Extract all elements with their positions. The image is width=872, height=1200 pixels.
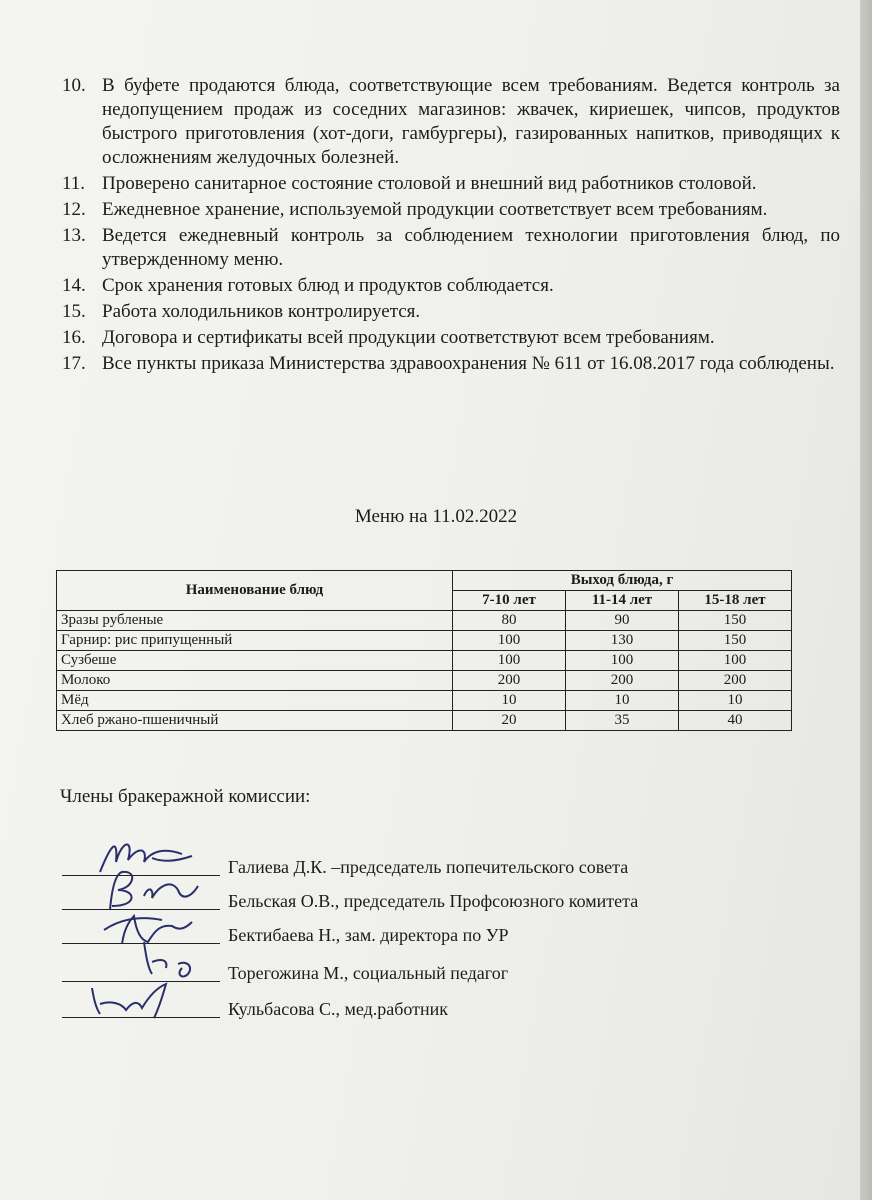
dish-name-cell: Сузбеше [57, 651, 453, 671]
table-row [57, 691, 792, 711]
signature-line [62, 1017, 220, 1018]
signatory-name: Бектибаева Н., зам. директора по УР [228, 925, 509, 945]
value-cell: 100 [566, 651, 679, 671]
dish-name-cell: Зразы рубленые [57, 611, 453, 631]
item-number: 12. [62, 199, 86, 220]
item-number: 10. [62, 75, 86, 96]
value-cell: 200 [679, 671, 792, 691]
value-cell: 20 [453, 711, 566, 731]
dish-name-cell: Хлеб ржано-пшеничный [57, 711, 453, 731]
page-edge [860, 0, 872, 1200]
item-text: Срок хранения готовых блюд и продуктов соблюдается. [102, 275, 554, 296]
item-number: 14. [62, 275, 86, 296]
item-number: 15. [62, 301, 86, 322]
table-row [57, 671, 792, 691]
list-item [62, 74, 840, 170]
signatory-name: Бельская О.В., председатель Профсоюзного комитета [228, 891, 639, 911]
commission-title: Члены бракеражной комиссии: [60, 786, 311, 807]
item-text: Все пункты приказа Министерства здравоохранения № 611 от 16.08.2017 года соблюдены. [102, 353, 835, 374]
table-header-row [57, 571, 792, 591]
item-number: 11. [62, 173, 86, 194]
list-item [62, 172, 840, 196]
item-text: Работа холодильников контролируется. [102, 301, 421, 322]
item-text: Проверено санитарное состояние столовой и внешний вид работников столовой. [102, 173, 757, 194]
signatory-name: Галиева Д.К. –председатель попечительского совета [228, 857, 629, 877]
value-cell: 80 [453, 611, 566, 631]
item-number: 13. [62, 225, 86, 246]
signatory-name: Кульбасова С., мед.работник [228, 999, 449, 1019]
inspection-list [62, 74, 840, 378]
value-cell: 10 [566, 691, 679, 711]
item-number: 16. [62, 327, 86, 348]
signature-row [62, 996, 762, 1022]
item-text: Ведется ежедневный контроль за соблюдением технологии приготовления блюд, по утвержденному меню. [102, 225, 840, 270]
list-item [62, 352, 840, 376]
signatory-name: Торегожина М., социальный педагог [228, 963, 509, 983]
list-item [62, 224, 840, 272]
list-item [62, 274, 840, 298]
dish-name-cell: Мёд [57, 691, 453, 711]
item-text: В буфете продаются блюда, соответствующие всем требованиям. Ведется контроль за недопущением продаж из соседних магазинов: жвачек, кириешек, чипсов, продуктов быстрого приготовления (хот-доги, гамбургеры), газированных напитков, приводящих к осложнениям желудочных болезней. [102, 75, 840, 168]
value-cell: 130 [566, 631, 679, 651]
value-cell: 200 [566, 671, 679, 691]
value-cell: 100 [453, 651, 566, 671]
header-age-group: 7-10 лет [453, 591, 566, 611]
table-row [57, 611, 792, 631]
item-number: 17. [62, 353, 86, 374]
table-row [57, 631, 792, 651]
value-cell: 100 [453, 631, 566, 651]
header-age-group: 15-18 лет [679, 591, 792, 611]
dish-name-cell: Молоко [57, 671, 453, 691]
menu-table [56, 570, 792, 731]
value-cell: 10 [679, 691, 792, 711]
item-text: Договора и сертификаты всей продукции соответствуют всем требованиям. [102, 327, 715, 348]
value-cell: 150 [679, 631, 792, 651]
value-cell: 35 [566, 711, 679, 731]
value-cell: 200 [453, 671, 566, 691]
menu-title: Меню на 11.02.2022 [354, 506, 518, 527]
list-item [62, 326, 840, 350]
header-age-group: 11-14 лет [566, 591, 679, 611]
list-item [62, 198, 840, 222]
table-row [57, 711, 792, 731]
value-cell: 150 [679, 611, 792, 631]
table-row [57, 651, 792, 671]
dish-name-cell: Гарнир: рис припущенный [57, 631, 453, 651]
item-text: Ежедневное хранение, используемой продукции соответствует всем требованиям. [102, 199, 768, 220]
list-item [62, 300, 840, 324]
value-cell: 40 [679, 711, 792, 731]
header-output: Выход блюда, г [453, 571, 792, 591]
value-cell: 90 [566, 611, 679, 631]
value-cell: 100 [679, 651, 792, 671]
header-dish-name: Наименование блюд [57, 571, 453, 611]
value-cell: 10 [453, 691, 566, 711]
handwritten-signature [82, 974, 202, 1022]
